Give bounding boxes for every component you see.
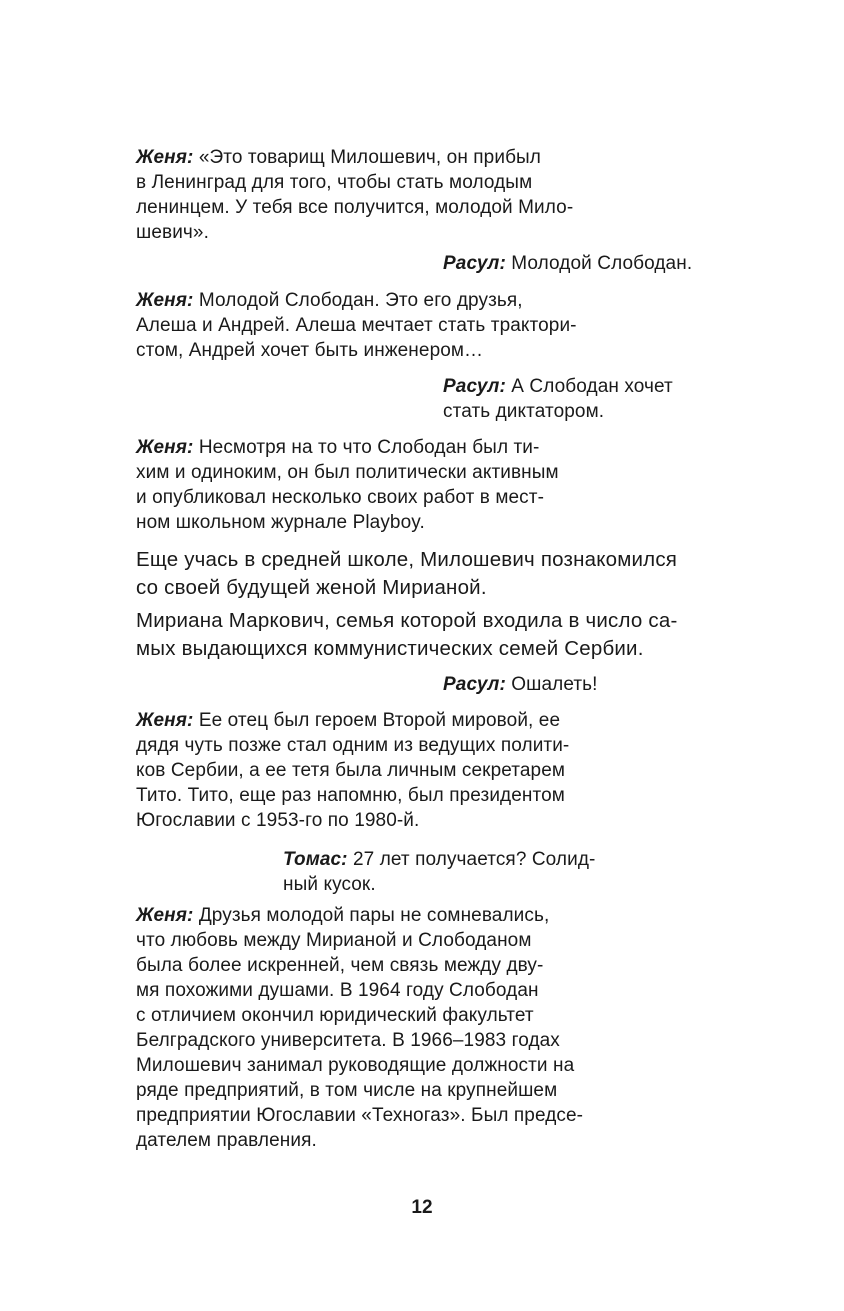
dialogue-text: предприятии Югославии «Техногаз». Был предсе- [136,1105,584,1126]
dialogue-text: Ее отец был героем Второй мировой, ее [198,710,561,731]
narration-text: Еще учась в средней школе, Милошевич познакомился [136,548,678,571]
dialogue-text: ленинцем. У тебя все получится, молодой Мило- [136,197,574,218]
dialogue-text: ков Сербии, а ее тетя была личным секретарем [136,760,566,781]
dialogue-text: стать диктатором. [443,401,605,422]
dialogue-text: что любовь между Мирианой и Слободаном [136,930,532,951]
speaker-label: Женя: [136,290,194,311]
dialogue-text: дателем правления. [136,1130,317,1151]
narration-text: мых выдающихся коммунистических семей Сербии. [136,637,644,660]
dialogue-text: Тито. Тито, еще раз напомню, был президентом [136,785,565,806]
dialogue-text: Ошалеть! [511,674,598,695]
dialogue-text: Югославии с 1953-го по 1980-й. [136,810,420,831]
dialogue-text: ный кусок. [283,874,376,895]
speaker-label: Женя: [136,905,194,926]
narration-text: Мириана Маркович, семья которой входила в число са- [136,609,678,632]
dialogue-text: «Это товарищ Милошевич, он прибыл [198,147,541,168]
dialogue-text: Несмотря на то что Слободан был ти- [198,437,540,458]
speaker-label: Расул: [443,376,506,397]
dialogue-text: Друзья молодой пары не сомневались, [198,905,550,926]
dialogue-text: ряде предприятий, в том числе на крупнейшем [136,1080,558,1101]
speaker-label: Женя: [136,437,194,458]
dialogue-text: мя похожими душами. В 1964 году Слободан [136,980,539,1001]
speaker-label: Томас: [283,849,348,870]
speaker-label: Женя: [136,147,194,168]
dialogue-text: стом, Андрей хочет быть инженером… [136,340,484,361]
narration-text: со своей будущей женой Мирианой. [136,576,487,599]
dialogue-text: хим и одиноким, он был политически активным [136,462,559,483]
speaker-label: Расул: [443,674,506,695]
dialogue-text: и опубликовал несколько своих работ в мест- [136,487,545,508]
dialogue-text: ном школьном журнале Playboy. [136,512,425,533]
dialogue-text: шевич». [136,222,209,243]
dialogue-text: Молодой Слободан. Это его друзья, [198,290,523,311]
dialogue-text: Молодой Слободан. [511,253,693,274]
dialogue-text: была более искренней, чем связь между дву- [136,955,544,976]
speaker-label: Женя: [136,710,194,731]
dialogue-text: Белградского университета. В 1966–1983 годах [136,1030,560,1051]
speaker-label: Расул: [443,253,506,274]
dialogue-text: А Слободан хочет [511,376,673,397]
page-number: 12 [411,1197,433,1218]
dialogue-text: 27 лет получается? Солид- [353,849,596,870]
dialogue-text: Алеша и Андрей. Алеша мечтает стать трактори- [136,315,577,336]
dialogue-text: Милошевич занимал руководящие должности на [136,1055,575,1076]
dialogue-text: дядя чуть позже стал одним из ведущих полити- [136,735,570,756]
dialogue-text: в Ленинград для того, чтобы стать молодым [136,172,533,193]
dialogue-text: с отличием окончил юридический факультет [136,1005,534,1026]
